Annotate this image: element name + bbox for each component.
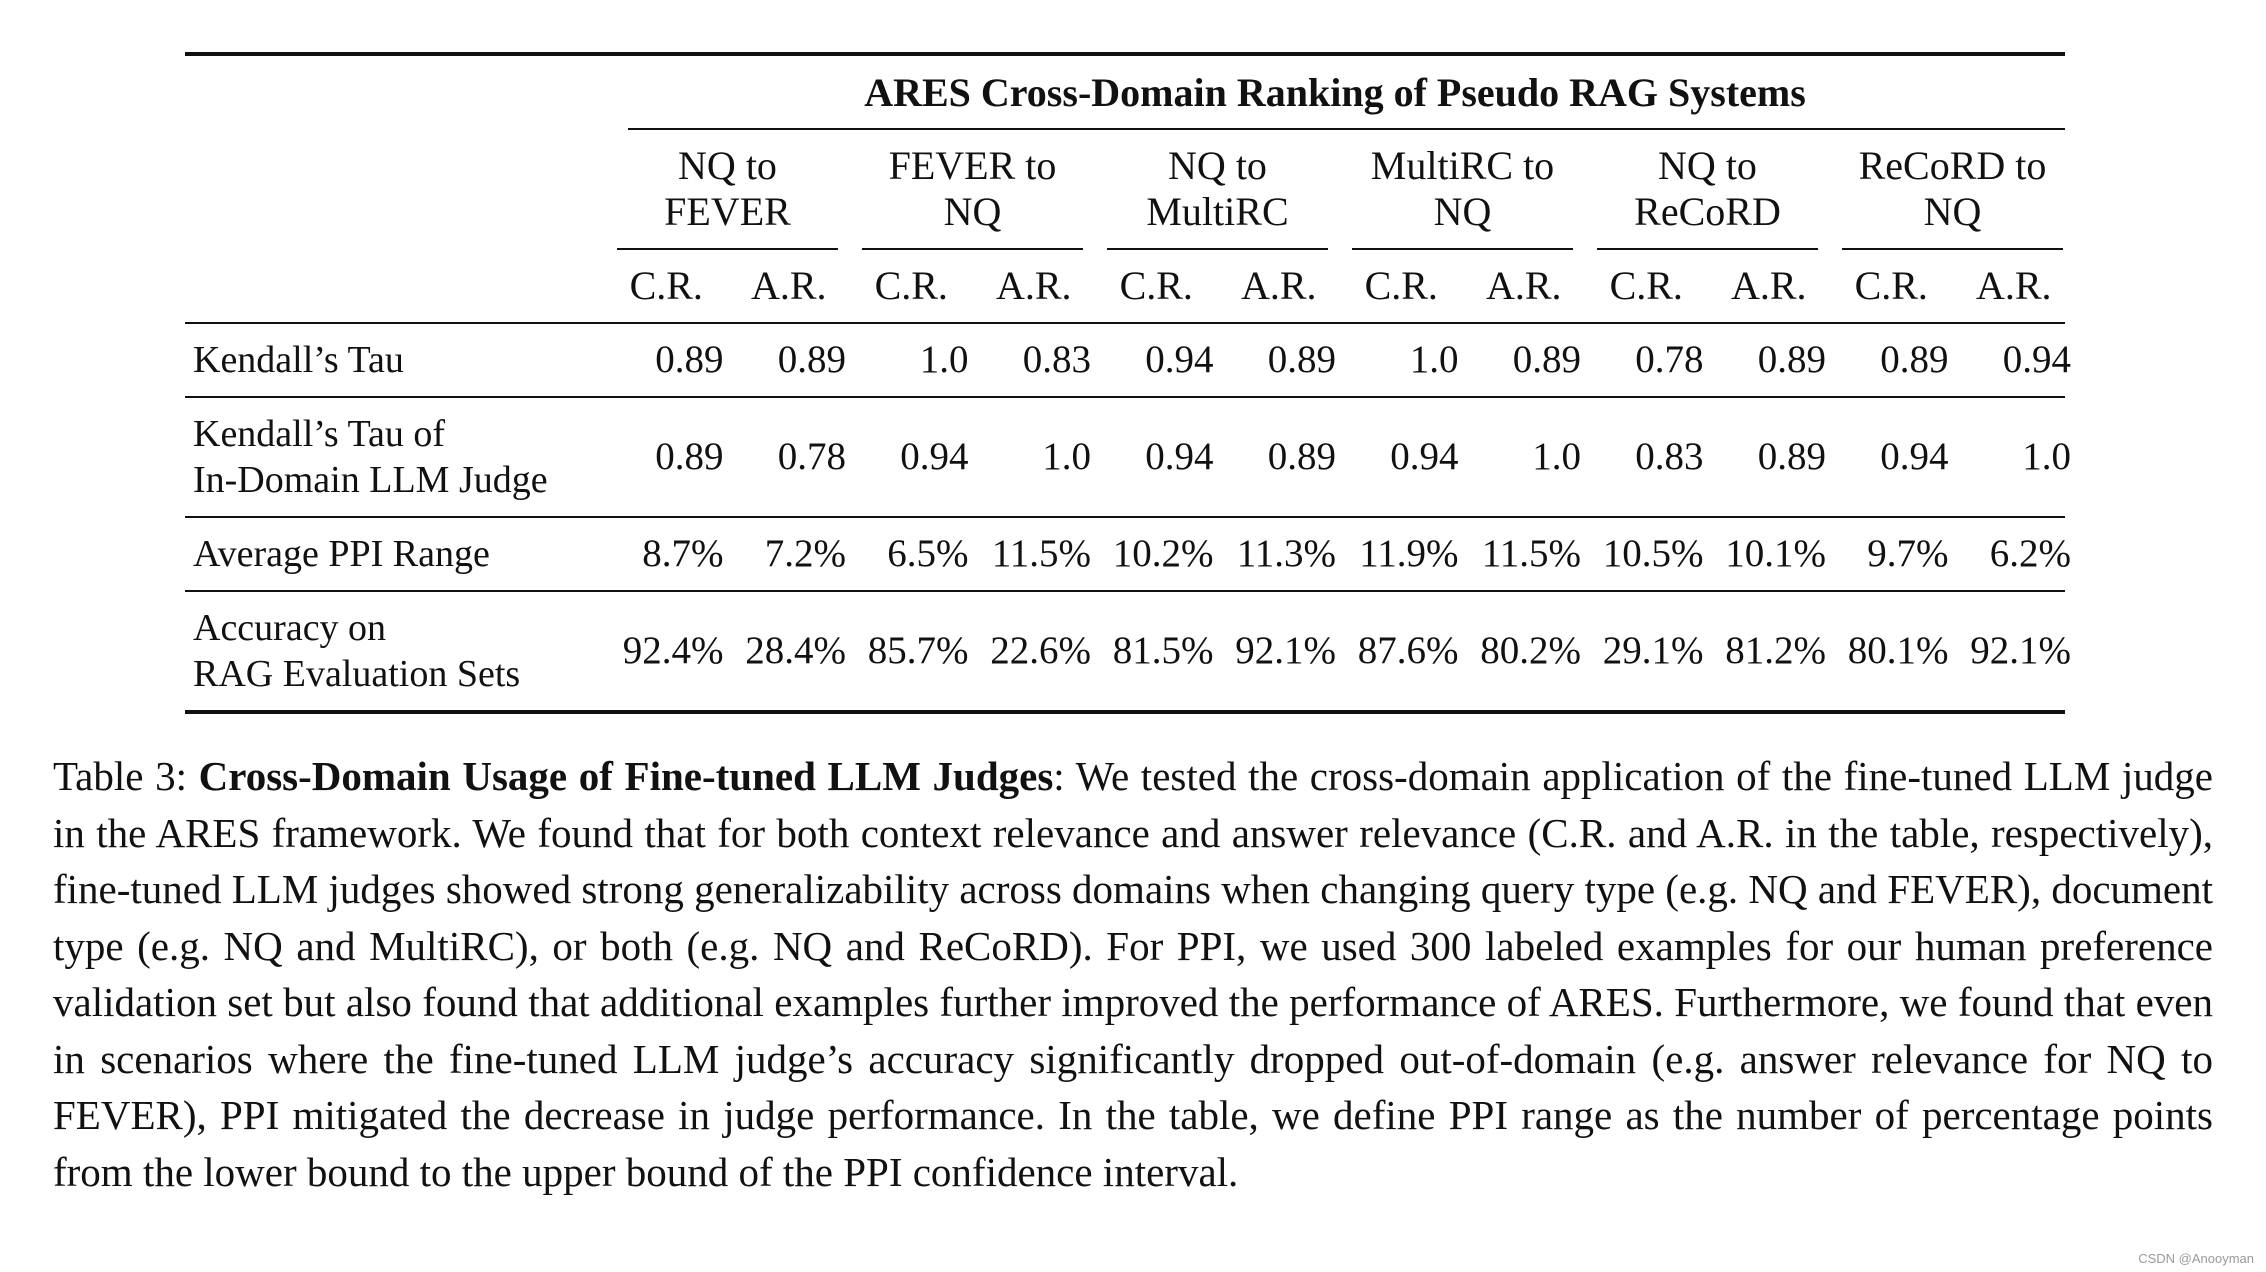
sub-header-cell: C.R. (629, 263, 703, 308)
table-row (185, 592, 2071, 710)
caption-text: : We tested the cross-domain application of the fine-tuned LLM judge in the ARES framework. We found that for both context relevance and answer relevance (C.R. and A.R. in the table, respectively), fine-tuned LLM judges showed strong generalizability across domains when changing query type (e.g. NQ and FEVER), document type (e.g. NQ and MultiRC), or both (e.g. NQ and ReCoRD). For PPI, we used 300 labeled examples for our human preference validation set but also found that additional examples further improved the performance of ARES. Furthermore, we found that even in scenarios where the fine-tuned LLM judge’s accuracy significantly dropped out-of-domain (e.g. answer relevance for NQ to FEVER), PPI mitigated the decrease in judge performance. In the table, we define PPI range as the number of percentage points from the lower bound to the upper bound of the PPI confidence interval. (53, 753, 2213, 1195)
table-cell: 1.0 (1409, 338, 1459, 381)
table-cell: 80.1% (1847, 629, 1949, 672)
table-cell: 0.83 (1022, 338, 1091, 381)
table-cell: 1.0 (1532, 435, 1581, 478)
table-cell: 1.0 (2022, 435, 2071, 478)
table-cell: 10.1% (1725, 532, 1826, 575)
sub-header-cell: C.R. (1609, 263, 1683, 308)
sub-header-cell: A.R. (1975, 263, 2052, 308)
table-cell: 1.0 (919, 338, 969, 381)
group-header-line: ReCoRD (1634, 189, 1781, 234)
table-cell: 0.89 (1267, 435, 1336, 478)
row-label-line: Accuracy on (193, 607, 387, 649)
table-cell: 0.89 (777, 338, 846, 381)
sub-header-cell: C.R. (1854, 263, 1928, 308)
table-cell: 0.94 (900, 435, 969, 478)
sub-header-cell: C.R. (874, 263, 948, 308)
table-cell: 0.89 (1512, 338, 1581, 381)
group-header-line: NQ (943, 189, 1002, 234)
table-cell: 0.94 (1145, 435, 1214, 478)
table-cell: 0.94 (2002, 338, 2071, 381)
bottom-rule (185, 710, 2065, 714)
table-cell: 28.4% (745, 629, 846, 672)
table-cell: 0.89 (1267, 338, 1336, 381)
table-cell: 87.6% (1357, 629, 1459, 672)
table-cell: 0.89 (1757, 435, 1826, 478)
table-cell: 0.94 (1390, 435, 1459, 478)
group-header-row (185, 130, 2065, 248)
sub-header-cell: C.R. (1364, 263, 1438, 308)
caption-bold-title: Cross-Domain Usage of Fine-tuned LLM Judges (198, 753, 1054, 799)
sub-header-cell: A.R. (1485, 263, 1562, 308)
table-cell: 0.83 (1635, 435, 1704, 478)
sub-header-cell: C.R. (1119, 263, 1193, 308)
table-cell: 6.2% (1989, 532, 2071, 575)
caption-prefix: Table 3: (53, 753, 199, 799)
sub-header-cell: A.R. (1730, 263, 1807, 308)
table-cell: 0.94 (1880, 435, 1949, 478)
table-cell: 7.2% (764, 532, 846, 575)
table-cell: 9.7% (1867, 532, 1949, 575)
super-header-title: ARES Cross-Domain Ranking of Pseudo RAG Systems (864, 69, 1806, 115)
table-cell: 22.6% (990, 629, 1091, 672)
table-cell: 0.94 (1145, 338, 1214, 381)
group-header (605, 130, 850, 248)
table-row (185, 324, 2071, 396)
table-cell: 0.89 (655, 435, 724, 478)
row-label (185, 518, 605, 590)
table-cell: 85.7% (867, 629, 969, 672)
table-cell: 81.5% (1112, 629, 1214, 672)
table-cell: 29.1% (1602, 629, 1704, 672)
table-cell: 8.7% (642, 532, 724, 575)
table-caption (53, 748, 2213, 1200)
group-header-line: NQ (1433, 189, 1492, 234)
table-cell: 11.5% (991, 532, 1091, 575)
group-header (1830, 130, 2075, 248)
sub-header-cell: A.R. (995, 263, 1072, 308)
table-row (185, 518, 2071, 590)
table-cell: 92.4% (622, 629, 724, 672)
group-header-line: NQ to (678, 143, 777, 188)
table-cell: 10.5% (1602, 532, 1704, 575)
group-header-line: MultiRC (1146, 189, 1289, 234)
results-table (185, 52, 2071, 714)
group-header-line: FEVER (664, 189, 791, 234)
group-header-line: NQ to (1168, 143, 1267, 188)
group-header (850, 130, 1095, 248)
row-label-line: In-Domain LLM Judge (193, 459, 548, 501)
table-cell: 81.2% (1725, 629, 1826, 672)
sub-header-cell: A.R. (1240, 263, 1317, 308)
table-cell: 0.89 (1757, 338, 1826, 381)
table-cell: 11.3% (1236, 532, 1336, 575)
table-cell: 11.5% (1481, 532, 1581, 575)
table-cell: 11.9% (1359, 532, 1459, 575)
row-label-line: Kendall’s Tau of (193, 413, 446, 455)
row-label-line: Average PPI Range (193, 533, 490, 575)
group-header-line: NQ to (1658, 143, 1757, 188)
table-row (185, 398, 2071, 516)
row-label (185, 592, 605, 710)
super-header-row (185, 56, 2065, 128)
group-header (1340, 130, 1585, 248)
watermark: CSDN @Anooyman (2138, 1251, 2254, 1266)
group-header (1095, 130, 1340, 248)
table-cell: 80.2% (1480, 629, 1581, 672)
table-cell: 0.78 (777, 435, 846, 478)
table-cell: 92.1% (1235, 629, 1336, 672)
stub-header (185, 130, 605, 248)
group-header (1585, 130, 1830, 248)
table-cell: 1.0 (1042, 435, 1091, 478)
table-cell: 6.5% (887, 532, 969, 575)
group-header-line: ReCoRD to (1858, 143, 2047, 188)
table-cell: 0.89 (655, 338, 724, 381)
group-header-line: MultiRC to (1370, 143, 1555, 188)
row-label-line: Kendall’s Tau (193, 339, 404, 381)
group-header-line: FEVER to (888, 143, 1057, 188)
table-cell: 92.1% (1970, 629, 2071, 672)
table-cell: 0.78 (1635, 338, 1704, 381)
sub-header-row (185, 250, 2065, 322)
group-header-line: NQ (1923, 189, 1982, 234)
row-label-line: RAG Evaluation Sets (193, 653, 521, 695)
table-cell: 0.89 (1880, 338, 1949, 381)
row-label (185, 324, 605, 396)
table-cell: 10.2% (1112, 532, 1214, 575)
row-label (185, 398, 605, 516)
sub-header-cell: A.R. (750, 263, 827, 308)
